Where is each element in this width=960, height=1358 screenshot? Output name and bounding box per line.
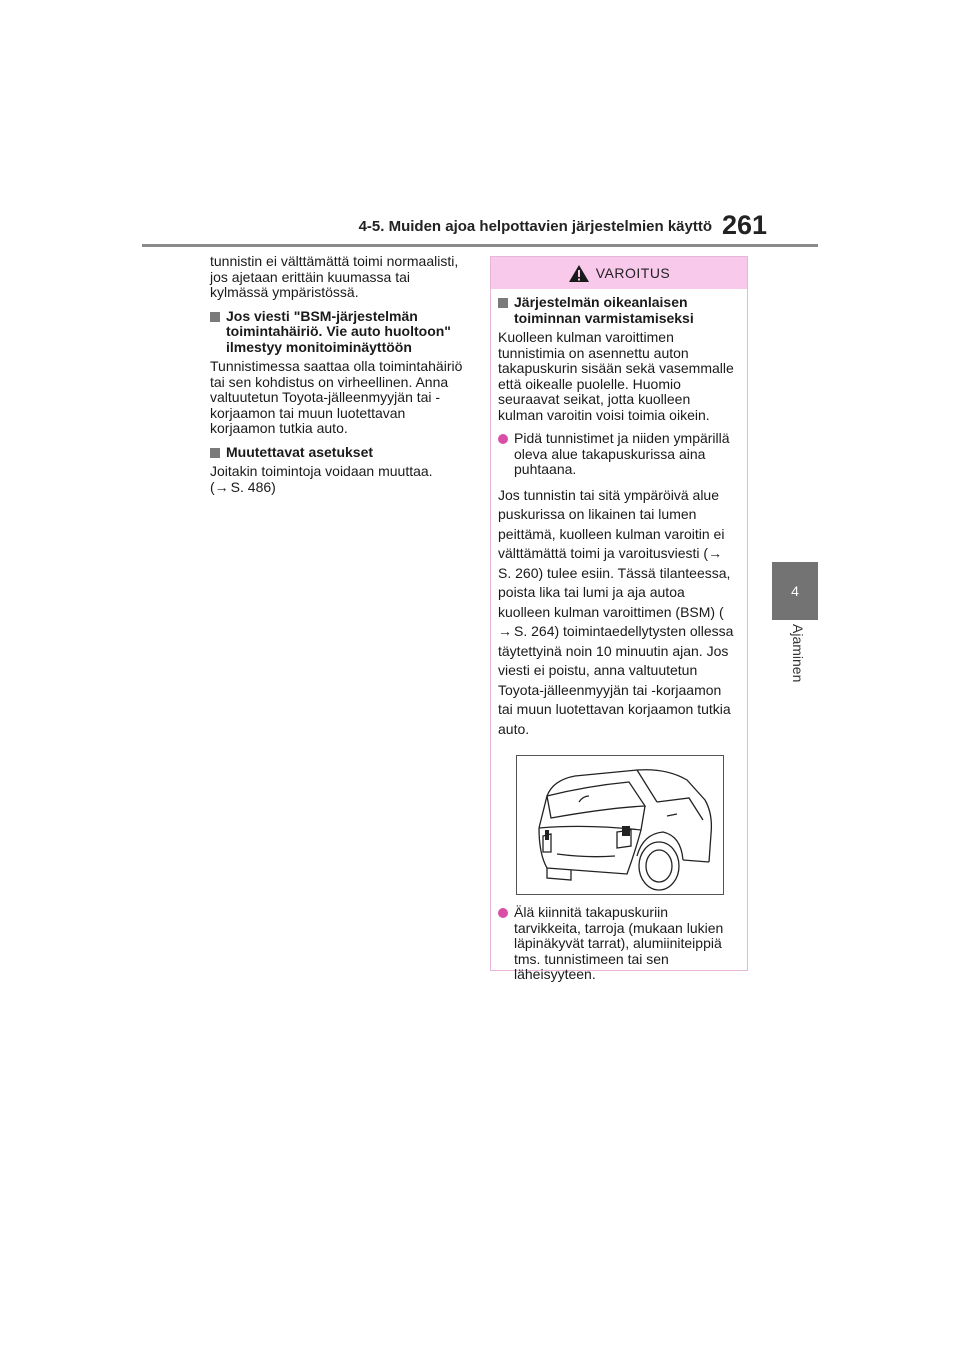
- heading-text: Muutettavat asetukset: [226, 443, 374, 460]
- list-item: [498, 905, 737, 983]
- warning-header: [491, 257, 747, 289]
- warning-triangle-icon: [568, 264, 590, 283]
- arrow-right-icon: →: [708, 545, 723, 561]
- ref-open: (: [210, 478, 215, 495]
- warning-intro: Kuolleen kulman varoittimen tunnistimia on asennettu auton takapuskurin sisään sekä vasemmalle että oikealle puolelle. Huomio seuraavat seikat, jotta kuolleen kulman varoitin voisi toimia oikein.: [498, 329, 734, 423]
- body-paragraph: Tunnistimessa saattaa olla toimintahäiriö tai sen kohdistus on virheellinen. Anna valtuutetun Toyota-jälleenmyyjän tai -korjaamon tai muun luotettavan korjaamon tutkia auto.: [210, 358, 463, 436]
- page-reference-link[interactable]: S. 260) tulee esiin. Tässä tilanteessa, poista lika tai lumi ja aja autoa kuolleen kulman varoittimen (BSM) (: [498, 564, 731, 620]
- heading-text: Järjestelmän oikeanlaisen toiminnan varmistamiseksi: [514, 294, 694, 326]
- list-item-text: Älä kiinnitä takapuskuriin tarvikkeita, tarroja (mukaan lukien läpinäkyvät tarrat), alumiiniteippiä tms. tunnistimeen tai sen läheisyyteen.: [514, 904, 724, 982]
- circle-bullet-icon: [498, 434, 508, 444]
- arrow-right-icon: →: [498, 623, 512, 639]
- intro-paragraph: tunnistin ei välttämättä toimi normaalisti, jos ajetaan erittäin kuumassa tai kylmässä ympäristössä.: [210, 253, 459, 300]
- page-reference-link[interactable]: S. 264) toimintaedellytysten ollessa täytettyinä noin 10 minuutin ajan. Jos viesti ei poistu, anna valtuutetun Toyota-jälleenmyyjän tai -korjaamon tai muun luotettavan korjaamon tutkia auto.: [498, 623, 734, 737]
- body-text: Joitakin toimintoja voidaan muuttaa.: [210, 463, 433, 479]
- paragraph-text: Jos tunnistin tai sitä ympäröivä alue puskurissa on likainen tai lumen peittämä, kuolleen kulman varoitin ei välttämättä toimi ja varoitusviesti (: [498, 486, 725, 561]
- chapter-label: Ajaminen: [790, 624, 806, 683]
- page-reference-link[interactable]: S. 486): [230, 478, 276, 495]
- left-column: [210, 254, 470, 503]
- square-bullet-icon: [210, 312, 220, 322]
- square-bullet-icon: [210, 448, 220, 458]
- chapter-tab[interactable]: [772, 562, 818, 620]
- section-heading: [210, 309, 470, 356]
- header-divider: [142, 244, 818, 247]
- list-item-text: Pidä tunnistimet ja niiden ympärillä oleva alue takapuskurissa aina puhtaana.: [514, 430, 730, 477]
- page-number: 261: [722, 210, 768, 240]
- section-title: 4-5. Muiden ajoa helpottavien järjestelmien käyttö: [358, 218, 712, 235]
- arrow-right-icon: →: [214, 478, 229, 495]
- circle-bullet-icon: [498, 908, 508, 918]
- list-item: [498, 431, 737, 478]
- warning-heading: [498, 295, 737, 326]
- chapter-number: 4: [791, 583, 799, 599]
- body-paragraph: [210, 464, 470, 495]
- car-rear-icon: [517, 756, 723, 894]
- warning-paragraph: [498, 486, 737, 740]
- car-rear-illustration: [516, 755, 724, 895]
- warning-body: [491, 289, 747, 983]
- square-bullet-icon: [498, 298, 508, 308]
- section-heading: [210, 445, 470, 461]
- heading-text: Jos viesti "BSM-järjestelmän toimintahäiriö. Vie auto huoltoon" ilmestyy monitoiminäyttöön: [226, 307, 451, 355]
- warning-title: VAROITUS: [595, 265, 671, 281]
- warning-box: [490, 256, 748, 982]
